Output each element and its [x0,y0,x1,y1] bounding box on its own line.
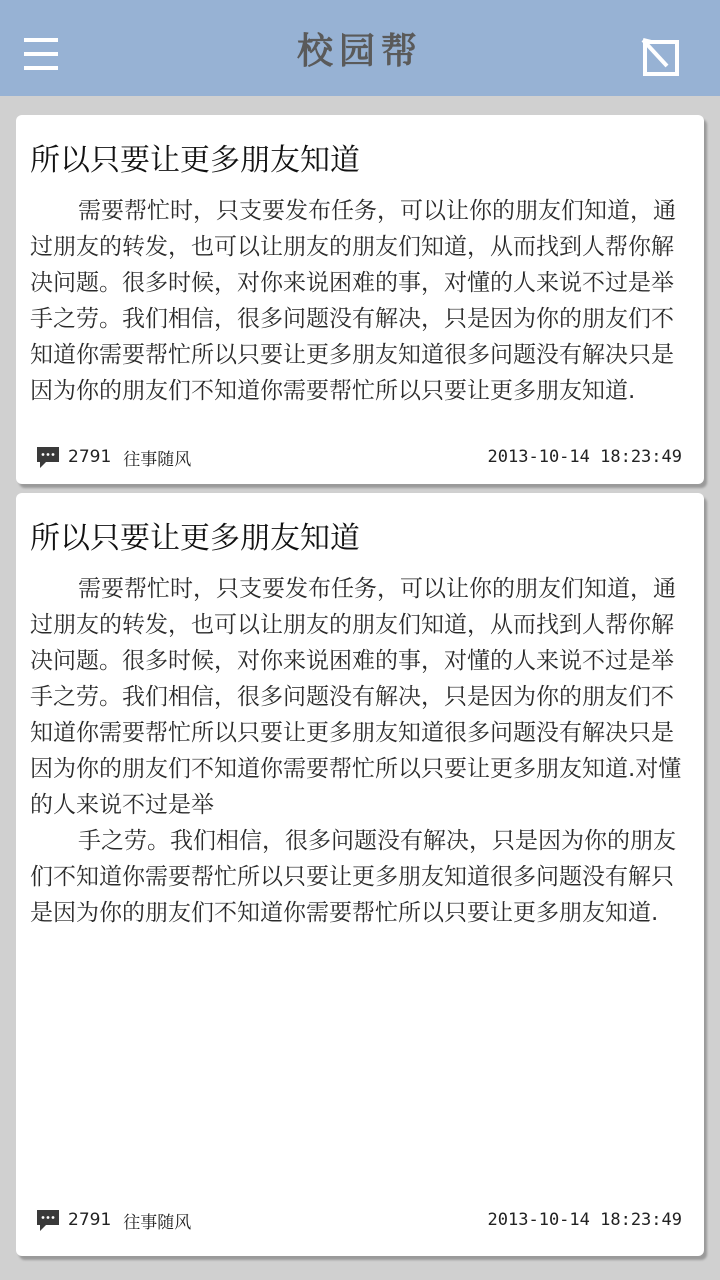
app-title: 校园帮 [296,31,423,72]
post-paragraph: 手之劳。我们相信，很多问题没有解决，只是因为你的朋友们不知道你需要帮忙所以只要让更多朋友知道很多问题没有解只是因为你的朋友们不知道你需要帮忙所以只要让更多朋友知道. [30,828,676,926]
post-paragraph: 需要帮忙时，只支要发布任务，可以让你的朋友们知道，通过朋友的转发，也可以让朋友的朋友们知道，从而找到人帮你解决问题。很多时候，对你来说困难的事，对懂的人来说不过是举手之劳。我们相信，很多问题没有解决，只是因为你的朋友们不知道你需要帮忙所以只要让更多朋友知道很多问题没有解决只是因为你的朋友们不知道你需要帮忙所以只要让更多朋友知道. [30,198,676,404]
comment-icon [36,445,60,469]
post-date: 2013-10-14 18:23:49 [487,1210,682,1230]
post-author: 往事随风 [123,1212,192,1233]
post-meta [36,1207,191,1233]
post-meta [36,444,191,470]
edit-icon[interactable] [641,38,681,78]
post-paragraph: 需要帮忙时，只支要发布任务，可以让你的朋友们知道，通过朋友的转发，也可以让朋友的朋友们知道，从而找到人帮你解决问题。很多时候，对你来说困难的事，对懂的人来说不过是举手之劳。我们相信，很多问题没有解决，只是因为你的朋友们不知道你需要帮忙所以只要让更多朋友知道很多问题没有解决只是因为你的朋友们不知道你需要帮忙所以只要让更多朋友知道.对懂的人来说不过是举 [30,576,682,818]
comment-icon [36,1208,60,1232]
post-card[interactable] [16,493,704,1256]
post-date: 2013-10-14 18:23:49 [487,447,682,467]
app-header [0,0,720,96]
post-title: 所以只要让更多朋友知道 [30,521,360,556]
post-author: 往事随风 [123,449,192,470]
post-title: 所以只要让更多朋友知道 [30,143,360,178]
post-body [30,193,694,409]
post-card[interactable] [16,115,704,484]
comment-count: 2791 [68,447,112,467]
comment-count: 2791 [68,1210,112,1230]
post-body [30,571,694,931]
